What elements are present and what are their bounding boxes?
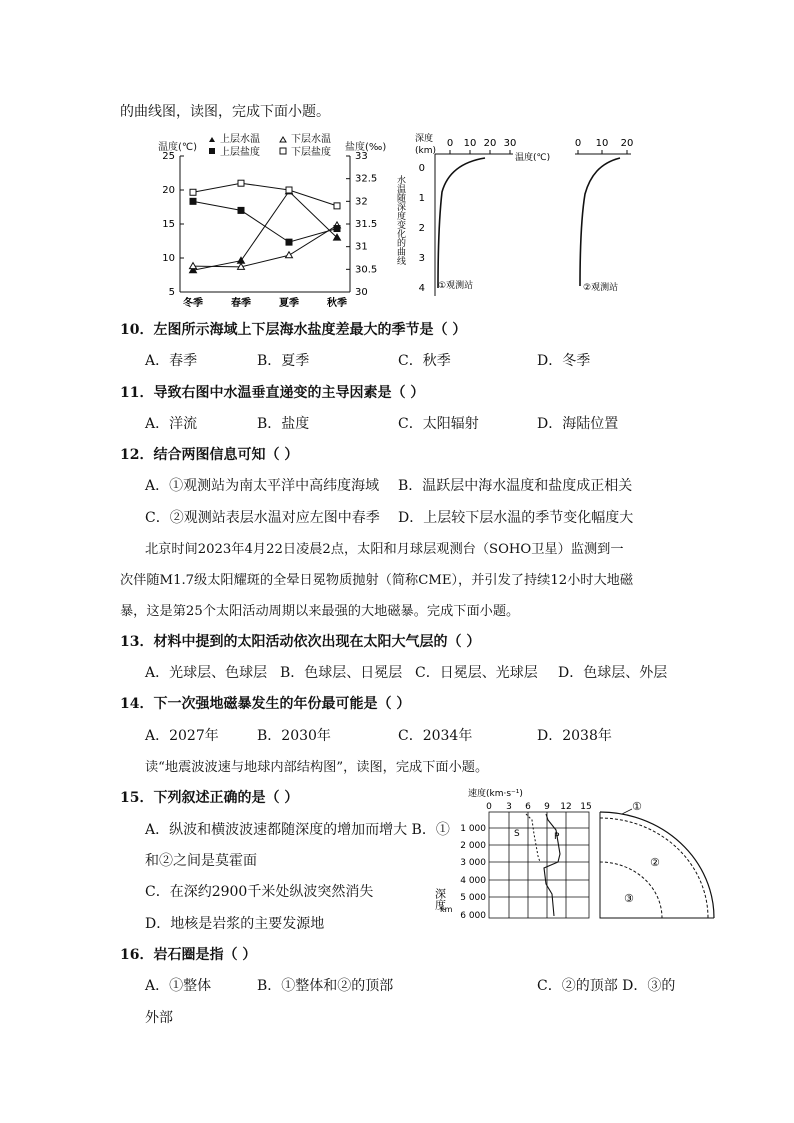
q13-option-c[interactable]: C．日冕层、光球层 [415, 665, 538, 681]
q10-option-b[interactable]: B．夏季 [257, 353, 310, 369]
data-point [190, 198, 196, 204]
q13-option-b[interactable]: B．色球层、日冕层 [280, 665, 403, 681]
category-label: 春季 [231, 298, 251, 309]
data-point [286, 187, 292, 193]
depth-tick-2: 2 [418, 223, 425, 234]
data-point [334, 203, 340, 209]
depth-axis-unit: km [440, 905, 453, 914]
depth-axis-unit: (km) [415, 146, 437, 156]
temp-depth-chart [395, 128, 645, 303]
q12-option-c[interactable]: C．②观测站表层水温对应左图中春季 [145, 510, 380, 526]
temp-tick-2-10: 10 [595, 138, 609, 149]
q10-stem: 10．左图所示海域上下层海水盐度差最大的季节是（ ） [120, 322, 467, 338]
right-tick: 32.5 [355, 173, 378, 185]
data-point [286, 252, 293, 258]
right-tick: 30 [355, 287, 368, 298]
right-tick: 32 [355, 196, 368, 208]
p-wave-curve [544, 814, 560, 916]
passage-line-3: 暴，这是第25个太阳活动周期以来最强的大地磁暴。完成下面小题。 [120, 604, 520, 619]
right-tick: 31 [355, 241, 368, 253]
depth-tick-4: 4 [418, 283, 425, 294]
depth-tick-2000: 2 000 [460, 841, 486, 851]
q11-option-c[interactable]: C．太阳辐射 [398, 416, 479, 432]
series-line [193, 225, 337, 266]
q12-option-b[interactable]: B．温跃层中海水温度和盐度成正相关 [398, 478, 633, 494]
depth-axis-label: 深度 [415, 134, 434, 144]
depth-tick-5000: 5 000 [460, 893, 486, 903]
station2-label: ②观测站 [583, 283, 619, 293]
speed-tick-6: 6 [525, 802, 531, 812]
speed-tick-15: 15 [580, 802, 592, 812]
right-tick: 31.5 [355, 219, 378, 230]
legend [209, 132, 331, 158]
temp-tick-2-20: 20 [620, 138, 634, 149]
data-point [334, 226, 340, 232]
q15-stem: 15．下列叙述正确的是（ ） [120, 790, 299, 806]
q10-option-c[interactable]: C．秋季 [398, 353, 451, 369]
depth-tick-0: 0 [418, 163, 425, 174]
data-point [238, 180, 244, 186]
season-temp-salinity-chart [150, 128, 400, 313]
right-axis-label: 盐度(‰) [345, 142, 387, 153]
depth-tick-6000: 6 000 [460, 911, 486, 921]
category-label: 冬季 [183, 298, 203, 309]
legend-marker-lower-temp [280, 137, 286, 142]
speed-tick-0: 0 [486, 802, 492, 812]
q14-option-a[interactable]: A．2027年 [145, 728, 219, 744]
data-point [190, 189, 196, 195]
data-point [190, 263, 197, 269]
passage-line-1: 北京时间2023年4月22日凌晨2点，太阳和月球层观测台（SOHO卫星）监测到一 [145, 542, 624, 557]
category-label: 秋季 [327, 298, 347, 309]
q16-option-cd[interactable]: C．②的顶部 D．③的 [537, 978, 676, 994]
left-tick: 20 [162, 185, 175, 196]
depth-tick-1: 1 [418, 193, 425, 204]
data-point [238, 257, 245, 263]
layer-1-label: ① [632, 800, 642, 813]
q11-option-d[interactable]: D．海陆位置 [537, 416, 619, 432]
intro2-line: 读“地震波波速与地球内部结构图”，读图，完成下面小题。 [145, 760, 489, 775]
q13-option-d[interactable]: D．色球层、外层 [558, 665, 668, 681]
series-line [193, 191, 337, 270]
legend-lower-temp: 下层水温 [291, 134, 331, 145]
speed-tick-3: 3 [506, 802, 512, 812]
passage-line-2: 次伴随M1.7级太阳耀斑的全晕日冕物质抛射（简称CME），并引发了持续12小时大地磁 [120, 573, 634, 588]
q12-stem: 12．结合两图信息可知（ ） [120, 447, 299, 463]
temp-tick-2-0: 0 [574, 138, 582, 149]
legend-lower-sal: 下层盐度 [291, 147, 331, 158]
q13-option-a[interactable]: A．光球层、色球层 [145, 665, 268, 681]
q14-stem: 14．下一次强地磁暴发生的年份最可能是（ ） [120, 696, 411, 712]
intro-line: 的曲线图，读图，完成下面小题。 [120, 104, 330, 120]
wave-s-label: S [514, 829, 520, 839]
depth-tick-4000: 4 000 [460, 876, 486, 886]
left-tick: 5 [168, 287, 175, 298]
vertical-title: 水温随深度变化的曲线 [395, 175, 405, 265]
data-point [286, 239, 292, 245]
q15-option-a-cont: 和②之间是莫霍面 [145, 853, 257, 869]
depth-axis-label: 深度 [433, 888, 447, 910]
speed-tick-9: 9 [544, 802, 550, 812]
left-tick: 10 [162, 253, 175, 264]
temp-axis-label: 温度(℃) [515, 153, 551, 163]
right-tick: 30.5 [355, 264, 378, 276]
layer-3-label: ③ [624, 892, 634, 905]
series-line [193, 201, 337, 242]
depth-tick-1000: 1 000 [460, 824, 486, 834]
temp-tick-1-20: 20 [483, 138, 497, 149]
q10-option-d[interactable]: D．冬季 [537, 353, 591, 369]
q13-stem: 13．材料中提到的太阳活动依次出现在太阳大气层的（ ） [120, 634, 481, 650]
legend-marker-lower-sal [280, 148, 286, 154]
q15-option-d[interactable]: D．地核是岩浆的主要发源地 [145, 916, 325, 932]
layer-2-label: ② [650, 856, 660, 869]
legend-upper-temp: 上层水温 [220, 134, 260, 145]
q15-option-a[interactable]: A．纵波和横波波速都随深度的增加而增大 B．① [145, 822, 450, 838]
q12-option-a[interactable]: A．①观测站为南太平洋中高纬度海域 [145, 478, 380, 494]
q12-option-d[interactable]: D．上层较下层水温的季节变化幅度大 [398, 510, 634, 526]
legend-upper-sal: 上层盐度 [220, 147, 260, 158]
wave-p-label: P [554, 832, 560, 842]
left-tick: 25 [162, 151, 175, 162]
left-tick: 15 [162, 219, 175, 230]
q14-option-d[interactable]: D．2038年 [537, 728, 612, 744]
station1-label: ①观测站 [438, 281, 474, 291]
station2-curve [580, 158, 620, 286]
category-label: 夏季 [279, 298, 299, 309]
q11-option-b[interactable]: B．盐度 [257, 416, 310, 432]
temp-tick-1-10: 10 [463, 138, 477, 149]
q16-option-d-cont: 外部 [145, 1010, 173, 1026]
q15-option-c[interactable]: C．在深约2900千米处纵波突然消失 [145, 884, 374, 900]
series-line [193, 183, 337, 206]
temp-tick-1-30: 30 [503, 138, 517, 149]
legend-marker-upper-temp [209, 137, 215, 142]
depth-tick-3: 3 [418, 253, 425, 264]
depth-tick-3000: 3 000 [460, 858, 486, 868]
q16-stem: 16．岩石圈是指（ ） [120, 947, 257, 963]
q11-option-a[interactable]: A．洋流 [145, 416, 198, 432]
q16-option-b[interactable]: B．①整体和②的顶部 [257, 978, 394, 994]
left-axis-label: 温度(℃) [158, 142, 198, 153]
temp-tick-1-0: 0 [446, 138, 454, 149]
q16-option-a[interactable]: A．①整体 [145, 978, 212, 994]
right-tick: 33 [355, 151, 368, 162]
station1-curve [438, 158, 485, 288]
speed-axis-label: 速度(km·s⁻¹) [468, 789, 523, 799]
seismic-wave-chart [432, 784, 722, 924]
q10-option-a[interactable]: A．春季 [145, 353, 198, 369]
legend-marker-upper-sal [209, 148, 215, 154]
data-point [238, 207, 244, 213]
speed-tick-12: 12 [560, 802, 572, 812]
q14-option-b[interactable]: B．2030年 [257, 728, 331, 744]
q14-option-c[interactable]: C．2034年 [398, 728, 473, 744]
q11-stem: 11．导致右图中水温垂直递变的主导因素是（ ） [120, 385, 425, 401]
